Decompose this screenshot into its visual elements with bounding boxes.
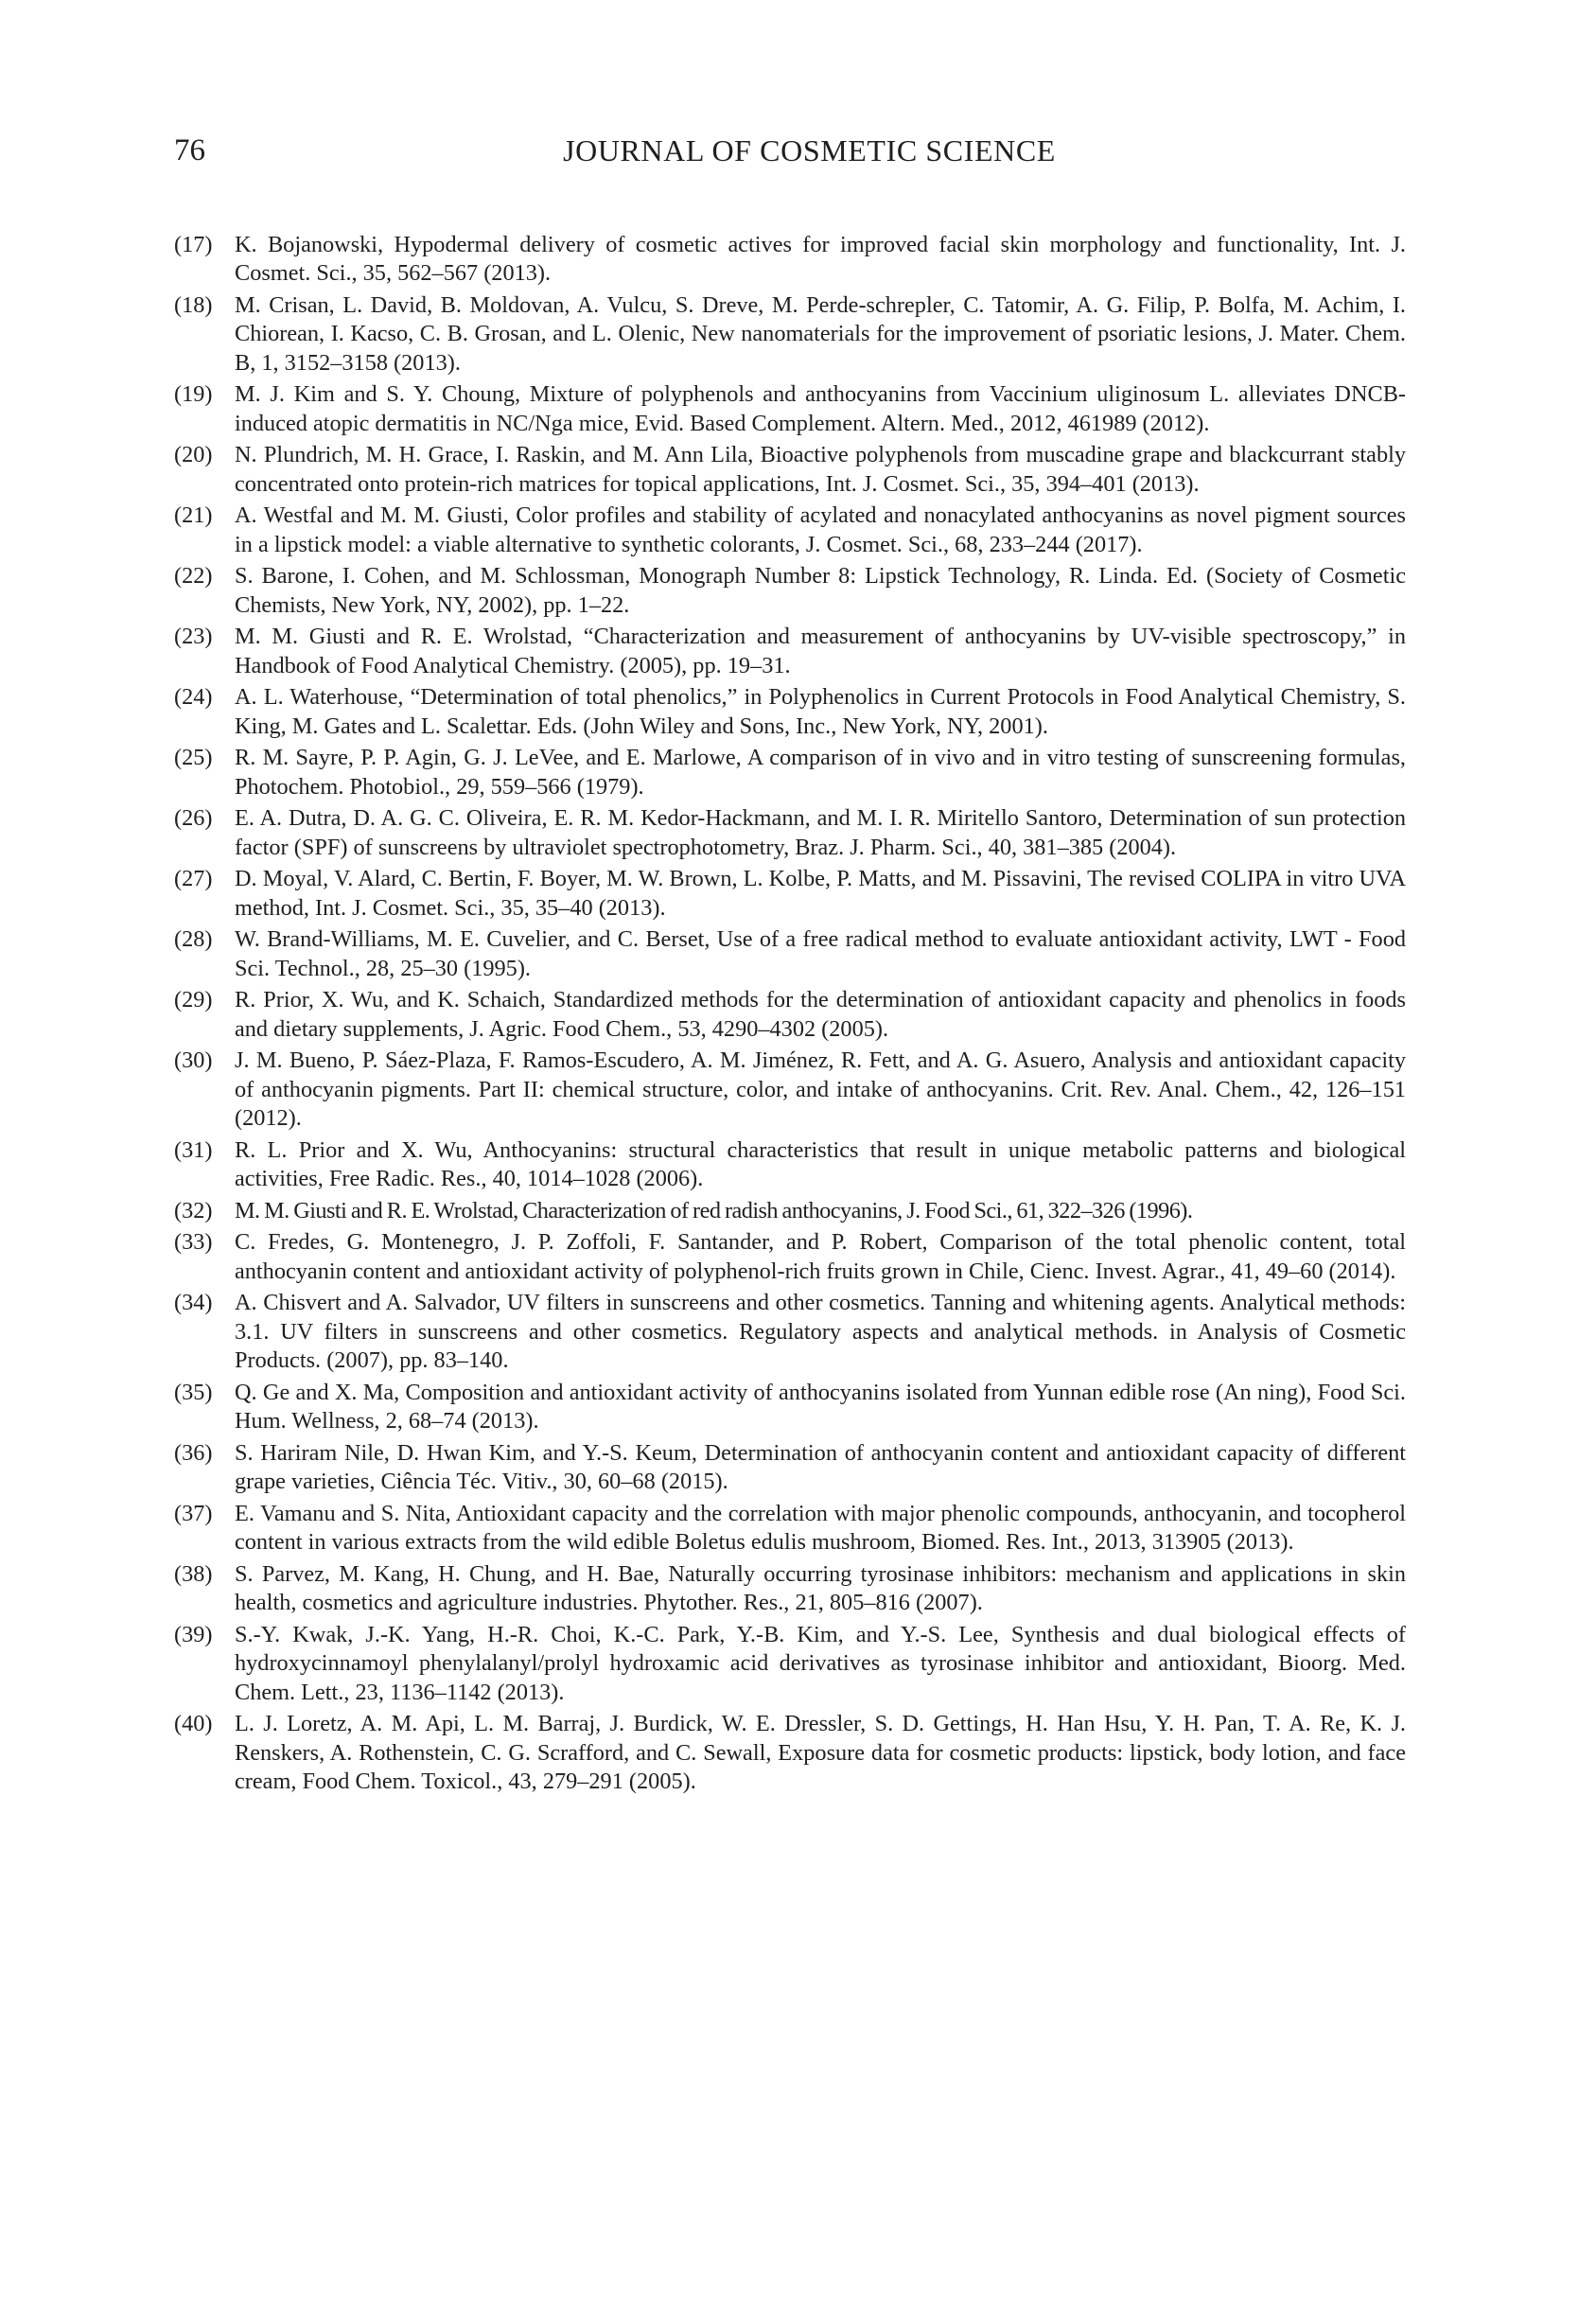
- reference-number: (39): [174, 1621, 213, 1647]
- reference-number: (28): [174, 926, 213, 953]
- reference-text: J. M. Bueno, P. Sáez-Plaza, F. Ramos-Escudero, A. M. Jiménez, R. Fett, and A. G. Asuero, Analysis and antioxidant capacity of anthocyanin pigments. Part II: chemical structure, color, and intake of anthocyanins. Crit. Rev. Anal. Chem., 42, 126–151 (2012).: [235, 1047, 1406, 1132]
- reference-text: K. Bojanowski, Hypodermal delivery of cosmetic actives for improved facial skin morphology and functionality, Int. J. Cosmet. Sci., 35, 562–567 (2013).: [235, 232, 1406, 287]
- reference-item: [174, 1197, 1406, 1225]
- reference-item: [174, 291, 1406, 378]
- reference-number: (18): [174, 292, 213, 318]
- reference-text: A. Westfal and M. M. Giusti, Color profiles and stability of acylated and nonacylated anthocyanins as novel pigment sources in a lipstick model: a viable alternative to synthetic colorants, J. Cosmet. Sci., 68, 233–244 (2017).: [235, 502, 1406, 557]
- reference-text: R. L. Prior and X. Wu, Anthocyanins: structural characteristics that result in unique metabolic patterns and biological activities, Free Radic. Res., 40, 1014–1028 (2006).: [235, 1136, 1406, 1192]
- reference-item: [174, 1289, 1406, 1375]
- reference-text: E. Vamanu and S. Nita, Antioxidant capacity and the correlation with major phenolic compounds, anthocyanin, and tocopherol content in various extracts from the wild edible Boletus edulis mushroom, Biomed. Res. Int., 2013, 313905 (2013).: [235, 1500, 1406, 1556]
- reference-number: (29): [174, 987, 213, 1013]
- reference-item: [174, 441, 1406, 499]
- reference-number: (36): [174, 1439, 213, 1466]
- reference-number: (33): [174, 1229, 213, 1256]
- reference-number: (32): [174, 1197, 213, 1223]
- reference-item: [174, 925, 1406, 983]
- reference-number: (19): [174, 381, 213, 408]
- reference-item: [174, 1136, 1406, 1194]
- reference-text: S. Hariram Nile, D. Hwan Kim, and Y.-S. Keum, Determination of anthocyanin content and antioxidant capacity of different grape varieties, Ciência Téc. Vitiv., 30, 60–68 (2015).: [235, 1439, 1406, 1495]
- reference-number: (35): [174, 1379, 213, 1405]
- reference-text: N. Plundrich, M. H. Grace, I. Raskin, and M. Ann Lila, Bioactive polyphenols from muscadine grape and blackcurrant stably concentrated onto protein-rich matrices for topical applications, Int. J. Cosmet. Sci., 35, 394–401 (2013).: [235, 442, 1406, 497]
- reference-text: M. M. Giusti and R. E. Wrolstad, Characterization of red radish anthocyanins, J. Food Sci., 61, 322–326 (1996).: [235, 1197, 1193, 1223]
- reference-text: M. Crisan, L. David, B. Moldovan, A. Vulcu, S. Dreve, M. Perde-schrepler, C. Tatomir, A. G. Filip, P. Bolfa, M. Achim, I. Chiorean, I. Kacso, C. B. Grosan, and L. Olenic, New nanomaterials for the improvement of psoriatic lesions, J. Mater. Chem. B, 1, 3152–3158 (2013).: [235, 292, 1406, 376]
- reference-number: (34): [174, 1290, 213, 1316]
- reference-text: R. Prior, X. Wu, and K. Schaich, Standardized methods for the determination of antioxidant capacity and phenolics in foods and dietary supplements, J. Agric. Food Chem., 53, 4290–4302 (2005).: [235, 987, 1406, 1042]
- reference-text: W. Brand-Williams, M. E. Cuvelier, and C. Berset, Use of a free radical method to evaluate antioxidant activity, LWT - Food Sci. Technol., 28, 25–30 (1995).: [235, 926, 1406, 981]
- reference-text: M. J. Kim and S. Y. Choung, Mixture of polyphenols and anthocyanins from Vaccinium uliginosum L. alleviates DNCB-induced atopic dermatitis in NC/Nga mice, Evid. Based Complement. Altern. Med., 2012, 461989 (2012).: [235, 381, 1406, 436]
- reference-item: [174, 623, 1406, 680]
- reference-item: [174, 1228, 1406, 1286]
- reference-item: [174, 804, 1406, 862]
- reference-number: (22): [174, 563, 213, 590]
- reference-number: (40): [174, 1711, 213, 1737]
- reference-item: [174, 231, 1406, 289]
- reference-number: (31): [174, 1136, 213, 1163]
- reference-text: Q. Ge and X. Ma, Composition and antioxidant activity of anthocyanins isolated from Yunnan edible rose (An ning), Food Sci. Hum. Wellness, 2, 68–74 (2013).: [235, 1379, 1406, 1435]
- reference-number: (30): [174, 1047, 213, 1074]
- reference-item: [174, 986, 1406, 1044]
- reference-number: (27): [174, 866, 213, 892]
- page-header: [174, 129, 1445, 172]
- reference-text: S. Parvez, M. Kang, H. Chung, and H. Bae, Naturally occurring tyrosinase inhibitors: mechanism and applications in skin health, cosmetics and agriculture industries. Phytother. Res., 21, 805–816 (2007).: [235, 1560, 1406, 1616]
- reference-number: (24): [174, 684, 213, 711]
- reference-item: [174, 502, 1406, 559]
- reference-text: M. M. Giusti and R. E. Wrolstad, “Characterization and measurement of anthocyanins by UV-visible spectroscopy,” in Handbook of Food Analytical Chemistry. (2005), pp. 19–31.: [235, 624, 1406, 678]
- page-number: 76: [174, 133, 205, 167]
- reference-number: (38): [174, 1560, 213, 1587]
- reference-number: (23): [174, 624, 213, 650]
- reference-list: [174, 231, 1406, 1800]
- reference-text: R. M. Sayre, P. P. Agin, G. J. LeVee, and E. Marlowe, A comparison of in vivo and in vitro testing of sunscreening formulas, Photochem. Photobiol., 29, 559–566 (1979).: [235, 745, 1406, 800]
- reference-number: (26): [174, 805, 213, 832]
- reference-text: S. Barone, I. Cohen, and M. Schlossman, Monograph Number 8: Lipstick Technology, R. Linda. Ed. (Society of Cosmetic Chemists, New York, NY, 2002), pp. 1–22.: [235, 563, 1406, 618]
- reference-number: (37): [174, 1500, 213, 1526]
- reference-number: (17): [174, 232, 213, 257]
- reference-text: A. L. Waterhouse, “Determination of total phenolics,” in Polyphenolics in Current Protocols in Food Analytical Chemistry, S. King, M. Gates and L. Scalettar. Eds. (John Wiley and Sons, Inc., New York, NY, 2001).: [235, 684, 1406, 739]
- reference-number: (21): [174, 502, 213, 529]
- reference-text: C. Fredes, G. Montenegro, J. P. Zoffoli, F. Santander, and P. Robert, Comparison of the total phenolic content, total anthocyanin content and antioxidant activity of polyphenol-rich fruits grown in Chile, Cienc. Invest. Agrar., 41, 49–60 (2014).: [235, 1229, 1406, 1284]
- reference-item: [174, 380, 1406, 438]
- reference-item: [174, 1710, 1406, 1796]
- reference-item: [174, 1439, 1406, 1497]
- reference-item: [174, 1560, 1406, 1618]
- reference-item: [174, 1500, 1406, 1558]
- reference-text: E. A. Dutra, D. A. G. C. Oliveira, E. R. M. Kedor-Hackmann, and M. I. R. Miritello Santoro, Determination of sun protection factor (SPF) of sunscreens by ultraviolet spectrophotometry, Braz. J. Pharm. Sci., 40, 381–385 (2004).: [235, 805, 1406, 860]
- reference-number: (25): [174, 745, 213, 771]
- reference-text: A. Chisvert and A. Salvador, UV filters in sunscreens and other cosmetics. Tanning and whitening agents. Analytical methods: 3.1. UV filters in sunscreens and other cosmetics. Regulatory aspects and analytical methods. in Analysis of Cosmetic Products. (2007), pp. 83–140.: [235, 1290, 1406, 1374]
- reference-item: [174, 1047, 1406, 1133]
- reference-number: (20): [174, 442, 213, 468]
- reference-item: [174, 865, 1406, 923]
- reference-text: S.-Y. Kwak, J.-K. Yang, H.-R. Choi, K.-C. Park, Y.-B. Kim, and Y.-S. Lee, Synthesis and dual biological effects of hydroxycinnamoyl phenylalanyl/prolyl hydroxamic acid derivatives as tyrosinase inhibitor and antioxidant, Bioorg. Med. Chem. Lett., 23, 1136–1142 (2013).: [235, 1621, 1406, 1705]
- reference-item: [174, 1379, 1406, 1436]
- reference-item: [174, 744, 1406, 801]
- reference-item: [174, 683, 1406, 741]
- reference-text: D. Moyal, V. Alard, C. Bertin, F. Boyer, M. W. Brown, L. Kolbe, P. Matts, and M. Pissavini, The revised COLIPA in vitro UVA method, Int. J. Cosmet. Sci., 35, 35–40 (2013).: [235, 866, 1406, 921]
- journal-title: JOURNAL OF COSMETIC SCIENCE: [563, 133, 1056, 167]
- reference-item: [174, 1621, 1406, 1707]
- reference-item: [174, 562, 1406, 620]
- reference-text: L. J. Loretz, A. M. Api, L. M. Barraj, J. Burdick, W. E. Dressler, S. D. Gettings, H. Han Hsu, Y. H. Pan, T. A. Re, K. J. Renskers, A. Rothenstein, C. G. Scrafford, and C. Sewall, Exposure data for cosmetic products: lipstick, body lotion, and face cream, Food Chem. Toxicol., 43, 279–291 (2005).: [235, 1711, 1406, 1795]
